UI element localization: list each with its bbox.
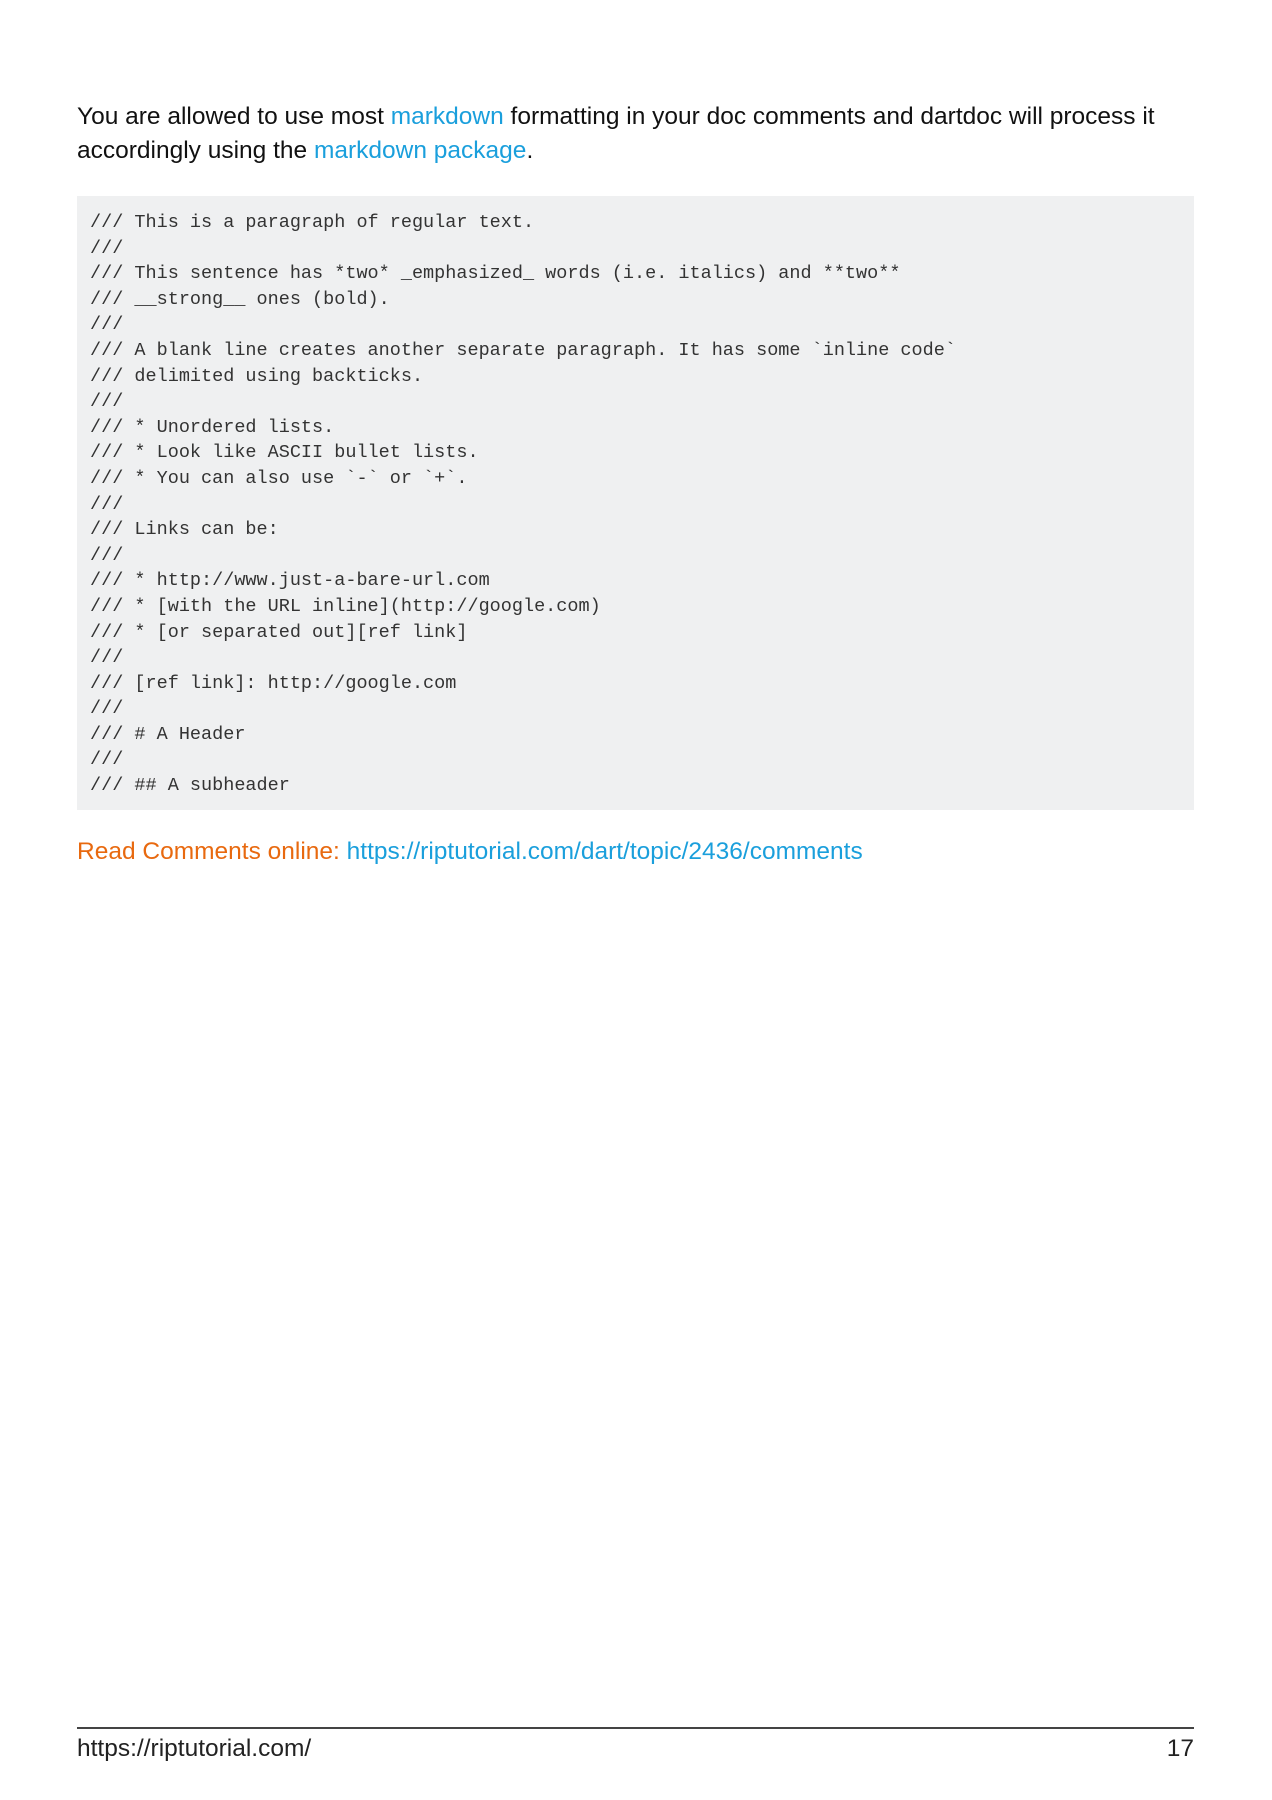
read-online-link[interactable]: https://riptutorial.com/dart/topic/2436/comments [346, 838, 863, 865]
footer-site: https://riptutorial.com/ [77, 1735, 312, 1762]
intro-text: . [526, 137, 534, 164]
page-number: 17 [1166, 1735, 1194, 1762]
intro-paragraph [77, 100, 1197, 168]
code-block [77, 196, 1194, 810]
read-online [77, 838, 863, 866]
intro-text: formatting in your doc comments and dartdoc will process it accordingly using the [77, 103, 1155, 164]
read-online-label: Read Comments online: [77, 838, 347, 865]
intro-text: You are allowed to use most [77, 103, 391, 130]
markdown-package-link[interactable]: markdown package [313, 137, 527, 164]
footer-divider [77, 1727, 1194, 1729]
code-text: /// This is a paragraph of regular text. /// /// This sentence has *two* _emphasized_ words (i.e. italics) and **two** /// __strong__ ones (bold). /// /// A blank line creates another separate paragraph. It has some `inline code` /// delimited using backticks. /// /// * Unordered lists. /// * Look like ASCII bullet lists. /// * You can also use `-` or `+`. /// /// Links can be: /// /// * http://www.just-a-bare-url.com /// * [with the URL inline](http://google.com) /// * [or separated out][ref link] /// /// [ref link]: http://google.com /// /// # A Header /// /// ## A subheader [90, 212, 956, 797]
markdown-link[interactable]: markdown [390, 103, 504, 130]
